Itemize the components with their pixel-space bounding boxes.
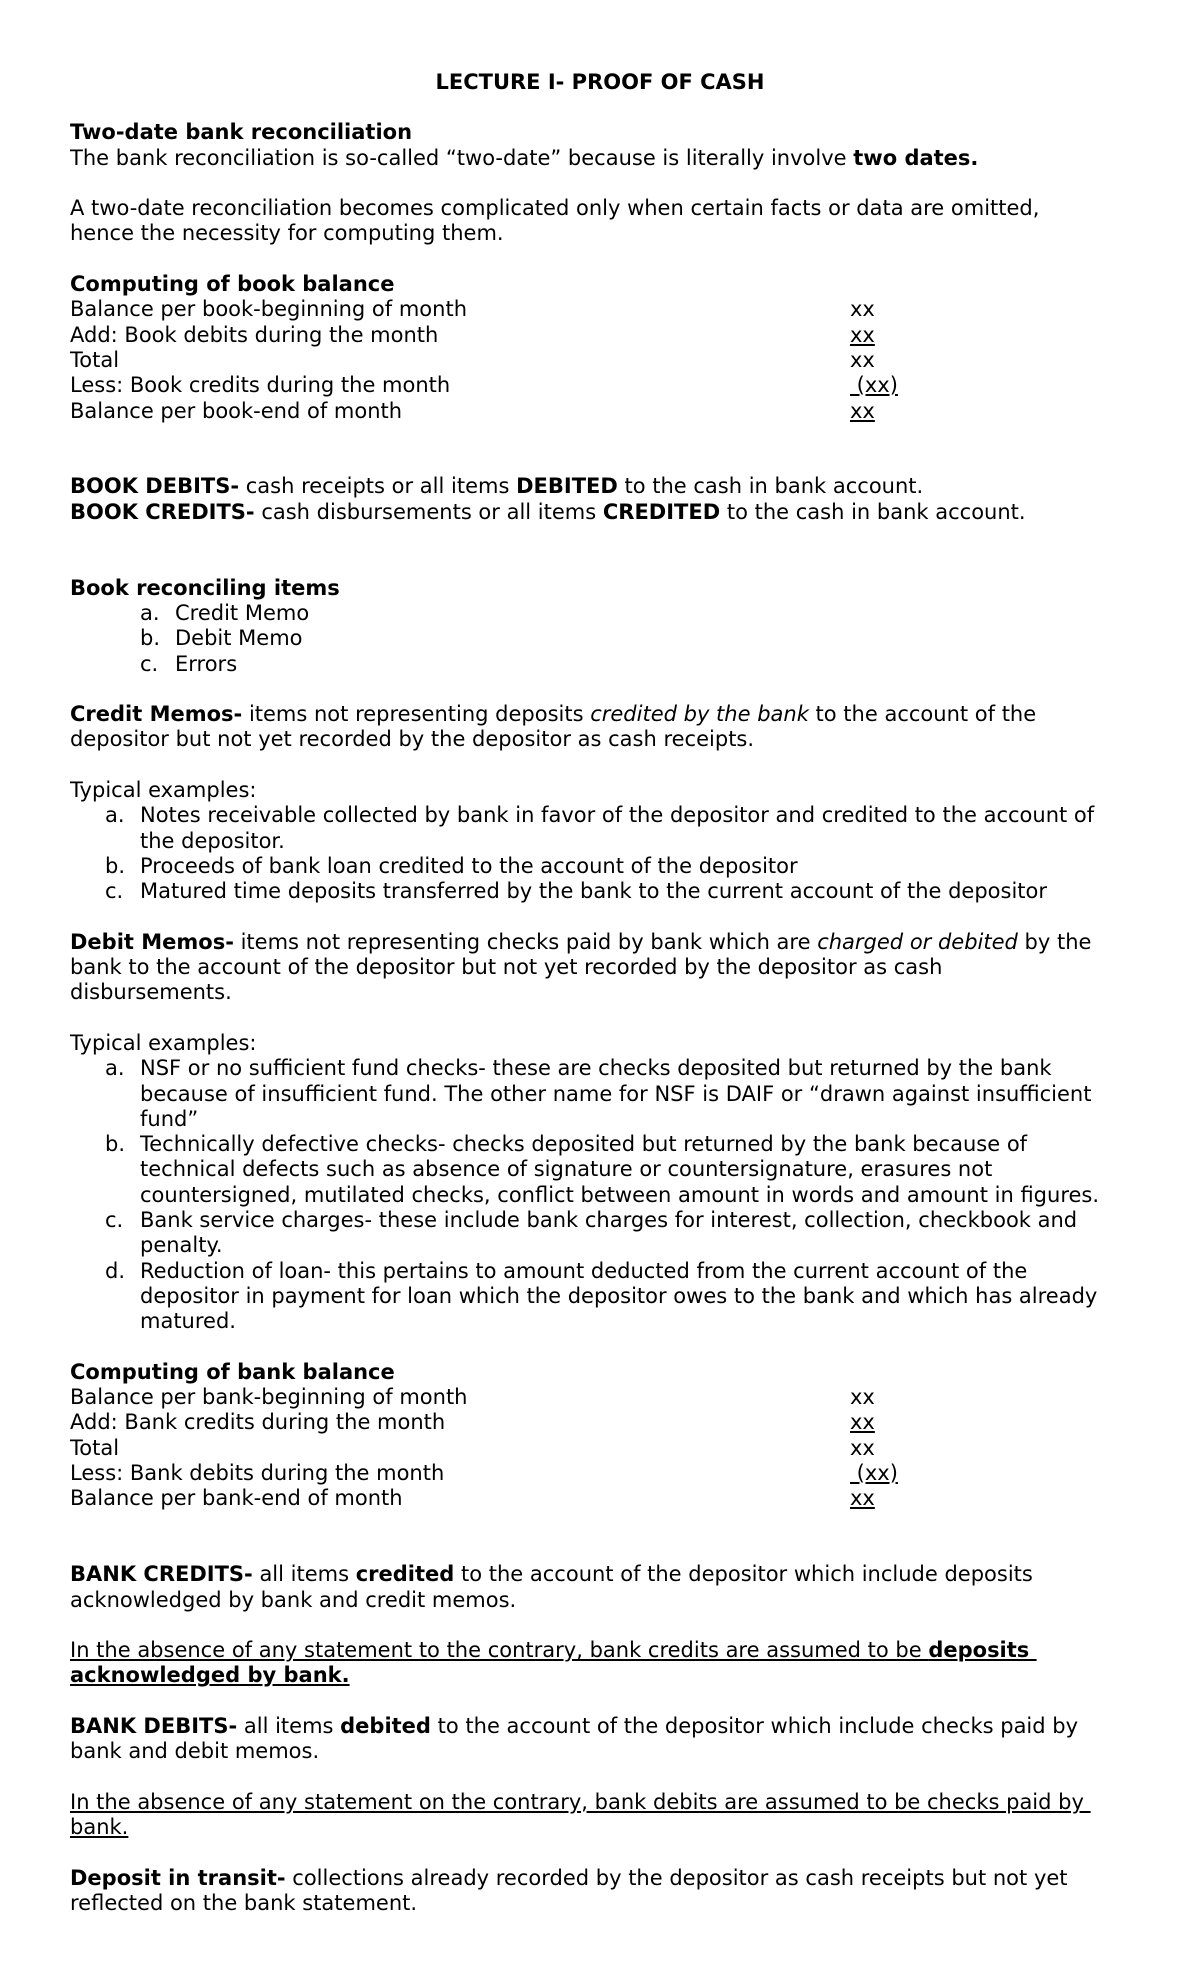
bank-credits-note — [70, 1638, 1130, 1663]
list-item-text: Debit Memo — [175, 626, 303, 651]
deposit-in-transit-def — [70, 1866, 1130, 1891]
book-balance-row — [70, 323, 1130, 348]
list-item — [105, 1259, 1130, 1335]
list-item-line: Bank service charges- these include bank charges for interest, collection, checkbook and — [140, 1208, 1078, 1233]
list-item — [140, 626, 1130, 651]
book-balance-row — [70, 373, 1130, 398]
bank-credits-text-end: to the account of the depositor which include deposits — [454, 1562, 1033, 1587]
bank-row-label: Total — [70, 1435, 120, 1460]
list-item-line: matured. — [140, 1309, 236, 1334]
bank-balance-row — [70, 1385, 1130, 1410]
book-balance-row — [70, 399, 1130, 424]
bank-row-label: Less: Bank debits during the month — [70, 1461, 445, 1486]
document-body — [70, 70, 1130, 1916]
list-item-line: Reduction of loan- this pertains to amount deducted from the current account of the — [140, 1258, 1028, 1283]
debit-memos-term: Debit Memos- — [70, 929, 234, 954]
two-date-intro-text: The bank reconciliation is so-called “two-date” because is literally involve — [70, 145, 854, 170]
list-item-text: Errors — [175, 651, 238, 676]
credit-memos-term: Credit Memos- — [70, 702, 243, 727]
book-balance-table — [70, 297, 1130, 423]
book-row-label: Balance per book-beginning of month — [70, 297, 468, 322]
book-debits-text: cash receipts or all items — [239, 474, 517, 499]
list-marker: d. — [105, 1258, 126, 1283]
credit-memos-text-end: to the account of the — [808, 702, 1037, 727]
debit-memos-text-end: by the — [1017, 929, 1092, 954]
book-debits-term: BOOK DEBITS- — [70, 474, 240, 499]
bank-debits-bold: debited — [340, 1714, 431, 1738]
book-credits-def — [70, 500, 1130, 525]
bank-row-value: xx — [850, 1410, 875, 1435]
list-item — [105, 803, 1130, 854]
book-row-value: (xx) — [850, 373, 898, 398]
book-credits-text: cash disbursements or all items — [254, 499, 603, 524]
list-item — [105, 1056, 1130, 1132]
bank-credits-note-text: In the absence of any statement to the contrary, bank credits are assumed to be — [70, 1638, 929, 1663]
list-item — [140, 652, 1130, 677]
list-item-text — [140, 1056, 1130, 1132]
book-row-label: Balance per book-end of month — [70, 398, 403, 423]
credit-memos-examples — [70, 803, 1130, 904]
list-item-text — [140, 803, 1130, 854]
bank-credits-bold: credited — [355, 1562, 455, 1587]
bank-debits-note-line2: bank. — [70, 1815, 129, 1840]
bank-row-label: Balance per bank-end of month — [70, 1486, 403, 1511]
list-item-line: fund” — [140, 1106, 199, 1131]
deposit-in-transit-term: Deposit in transit- — [70, 1865, 286, 1890]
bank-balance-row — [70, 1486, 1130, 1511]
book-row-value: xx — [850, 347, 875, 372]
list-item-text — [140, 879, 1130, 904]
bank-credits-note-bold: deposits — [928, 1638, 1037, 1663]
book-credits-bold: CREDITED — [602, 499, 721, 524]
bank-row-label: Add: Bank credits during the month — [70, 1410, 446, 1435]
book-balance-row — [70, 297, 1130, 322]
list-item-text — [140, 1208, 1130, 1259]
bank-credits-term: BANK CREDITS- — [70, 1562, 253, 1587]
credit-memos-examples-label: Typical examples: — [70, 778, 257, 803]
list-marker: c. — [105, 879, 124, 904]
list-item-line: Matured time deposits transferred by the bank to the current account of the depositor — [140, 879, 1048, 904]
two-date-intro-bold: two dates. — [853, 145, 979, 170]
list-marker: b. — [140, 626, 161, 651]
bank-row-value: xx — [850, 1435, 875, 1460]
book-row-label: Add: Book debits during the month — [70, 322, 439, 347]
list-item-line: NSF or no sufficient fund checks- these are checks deposited but returned by the bank — [140, 1056, 1052, 1081]
bank-credits-line2: acknowledged by bank and credit memos. — [70, 1587, 517, 1612]
list-item-line: the depositor. — [140, 828, 285, 853]
bank-balance-row — [70, 1461, 1130, 1486]
debit-memos-line3: disbursements. — [70, 980, 232, 1005]
debit-memos-italic: charged or debited — [817, 929, 1018, 954]
book-row-label: Less: Book credits during the month — [70, 373, 451, 398]
list-item-line: depositor in payment for loan which the depositor owes to the bank and which has already — [140, 1283, 1098, 1308]
book-credits-text-end: to the cash in bank account. — [720, 499, 1026, 524]
deposit-in-transit-text: collections already recorded by the depositor as cash receipts but not yet — [285, 1865, 1068, 1890]
debit-memos-def — [70, 930, 1130, 955]
bank-row-value: (xx) — [850, 1461, 898, 1486]
two-date-para2-line2: hence the necessity for computing them. — [70, 221, 504, 246]
bank-balance-row — [70, 1410, 1130, 1435]
debit-memos-text: items not representing checks paid by bank which are — [233, 929, 818, 954]
book-balance-row — [70, 348, 1130, 373]
page-title: LECTURE I- PROOF OF CASH — [435, 70, 765, 94]
list-marker: c. — [105, 1208, 124, 1233]
list-marker: a. — [105, 803, 125, 828]
list-item-line: Notes receivable collected by bank in favor of the depositor and credited to the account of — [140, 803, 1095, 828]
two-date-intro — [70, 146, 1130, 171]
credit-memos-def — [70, 702, 1130, 727]
bank-debits-note: In the absence of any statement on the contrary, bank debits are assumed to be checks paid by — [70, 1789, 1091, 1814]
list-marker: a. — [140, 600, 160, 625]
bank-balance-heading: Computing of bank balance — [70, 1359, 395, 1384]
bank-debits-term: BANK DEBITS- — [70, 1714, 238, 1738]
list-item-text — [140, 854, 1130, 879]
list-item-text: Credit Memo — [175, 600, 310, 625]
list-item — [105, 854, 1130, 879]
deposit-in-transit-line2: reflected on the bank statement. — [70, 1891, 418, 1916]
book-credits-term: BOOK CREDITS- — [70, 499, 255, 524]
two-date-para2-line1: A two-date reconciliation becomes complicated only when certain facts or data are omitted, — [70, 196, 1040, 221]
credit-memos-italic: credited by the bank — [590, 702, 809, 727]
credit-memos-line2: depositor but not yet recorded by the depositor as cash receipts. — [70, 727, 755, 752]
credit-memos-text: items not representing deposits — [242, 702, 591, 727]
list-item — [140, 601, 1130, 626]
list-item-text — [140, 1132, 1130, 1208]
list-item — [105, 1132, 1130, 1208]
book-row-value: xx — [850, 398, 875, 423]
bank-credits-note-line2: acknowledged by bank. — [70, 1663, 350, 1688]
list-item-line: Proceeds of bank loan credited to the account of the depositor — [140, 853, 798, 878]
bank-balance-row — [70, 1436, 1130, 1461]
book-balance-heading: Computing of book balance — [70, 272, 395, 297]
bank-row-label: Balance per bank-beginning of month — [70, 1385, 468, 1410]
list-item-line: technical defects such as absence of signature or countersignature, erasures not — [140, 1157, 993, 1182]
list-item — [105, 1208, 1130, 1259]
bank-row-value: xx — [850, 1385, 875, 1410]
debit-memos-examples-label: Typical examples: — [70, 1030, 257, 1055]
bank-debits-line2: bank and debit memos. — [70, 1739, 320, 1764]
list-marker: c. — [140, 651, 159, 676]
list-marker: a. — [105, 1056, 125, 1081]
bank-debits-text: all items — [237, 1714, 341, 1738]
list-item-line: countersigned, mutilated checks, conflict between amount in words and amount in figures. — [140, 1182, 1100, 1207]
bank-debits-def — [70, 1714, 1130, 1739]
book-row-value: xx — [850, 322, 875, 347]
list-marker: b. — [105, 853, 126, 878]
book-debits-def — [70, 474, 1130, 499]
debit-memos-examples — [70, 1056, 1130, 1334]
bank-balance-table — [70, 1385, 1130, 1511]
list-marker: b. — [105, 1132, 126, 1157]
list-item-line: Technically defective checks- checks deposited but returned by the bank because of — [140, 1132, 1028, 1157]
list-item — [105, 879, 1130, 904]
bank-credits-def — [70, 1562, 1130, 1587]
book-debits-text-end: to the cash in bank account. — [617, 474, 924, 499]
list-item-text — [140, 1259, 1130, 1335]
book-debits-bold: DEBITED — [516, 474, 618, 499]
bank-debits-text-end: to the account of the depositor which include checks paid by — [430, 1714, 1079, 1738]
book-row-value: xx — [850, 297, 875, 322]
bank-row-value: xx — [850, 1486, 875, 1511]
list-item-line: penalty. — [140, 1233, 223, 1258]
debit-memos-line2: bank to the account of the depositor but not yet recorded by the depositor as cash — [70, 955, 943, 980]
book-reconciling-heading: Book reconciling items — [70, 575, 340, 600]
bank-credits-text: all items — [252, 1562, 356, 1587]
list-item-line: because of insufficient fund. The other name for NSF is DAIF or “drawn against insufficient — [140, 1081, 1092, 1106]
book-reconciling-list — [70, 601, 1130, 677]
two-date-heading: Two-date bank reconciliation — [70, 120, 413, 145]
book-row-label: Total — [70, 347, 120, 372]
